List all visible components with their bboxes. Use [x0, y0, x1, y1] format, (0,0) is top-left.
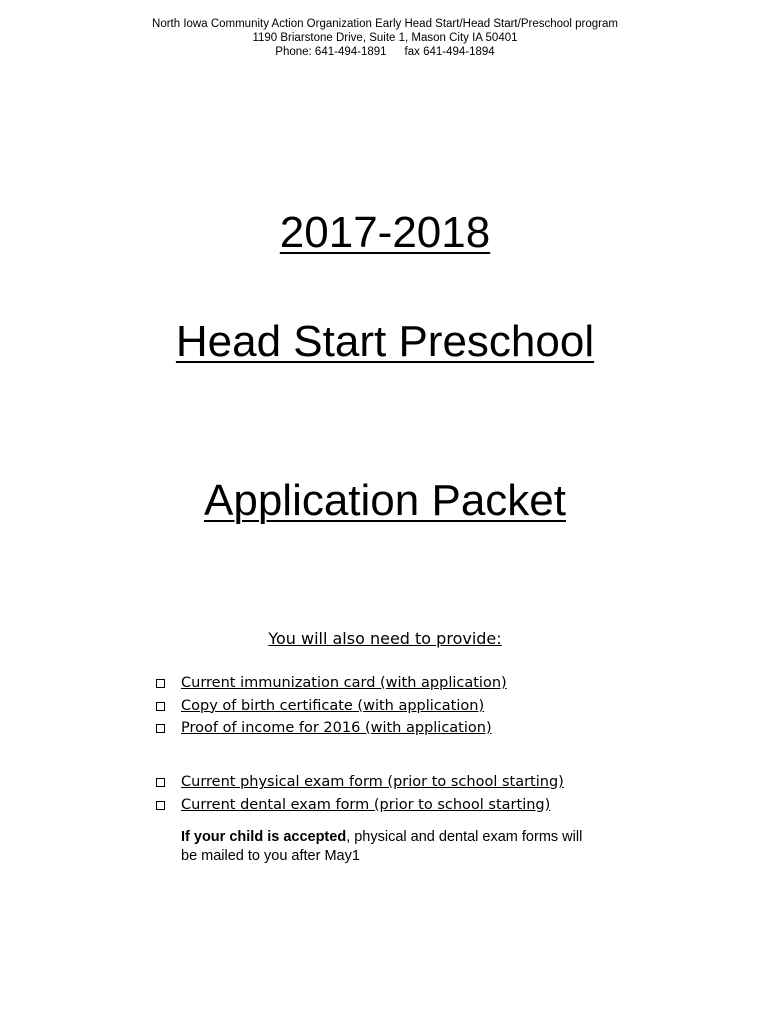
- contact-line: [0, 45, 770, 59]
- organization-address: 1190 Briarstone Drive, Suite 1, Mason City IA 50401: [252, 32, 518, 44]
- checklist-item-label: Proof of income for 2016 (with application): [181, 720, 492, 736]
- checkbox-icon[interactable]: [156, 679, 165, 688]
- checklist-item-label: Copy of birth certificate (with application): [181, 697, 485, 714]
- program-title: Head Start Preschool: [175, 317, 595, 366]
- acceptance-note: [181, 828, 601, 866]
- acceptance-note-text: , physical and dental exam forms will be mailed to you after May1: [181, 829, 583, 864]
- checkbox-icon[interactable]: [156, 801, 165, 810]
- checklist-item-label: Current physical exam form (prior to school starting): [181, 774, 564, 790]
- provide-heading: You will also need to provide:: [268, 629, 502, 648]
- phone-number: Phone: 641-494-1891: [275, 46, 387, 58]
- checklist-item-label: Current immunization card (with application): [181, 675, 507, 691]
- checklist-item-label: Current dental exam form (prior to school starting): [181, 796, 551, 813]
- acceptance-note-bold: If your child is accepted: [181, 829, 347, 845]
- checkbox-icon[interactable]: [156, 724, 165, 733]
- fax-number: fax 641-494-1894: [404, 46, 495, 58]
- packet-title: Application Packet: [204, 476, 566, 525]
- checkbox-icon[interactable]: [156, 702, 165, 711]
- program-year: 2017-2018: [279, 208, 491, 257]
- letterhead: [0, 17, 770, 59]
- organization-name: North Iowa Community Action Organization Early Head Start/Head Start/Preschool program: [152, 18, 618, 30]
- checkbox-icon[interactable]: [156, 778, 165, 787]
